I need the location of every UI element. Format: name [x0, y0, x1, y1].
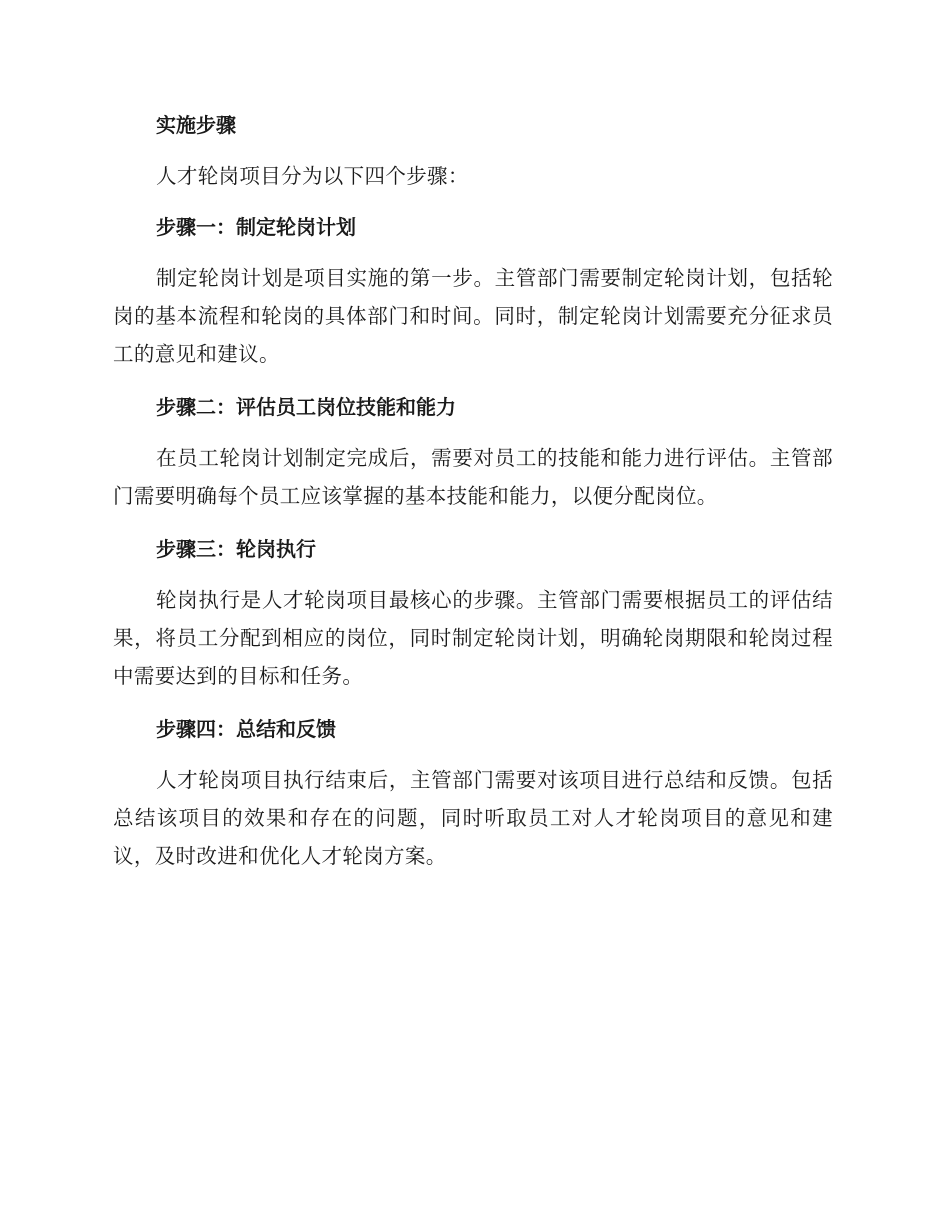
section-title: 实施步骤: [156, 113, 236, 137]
step-4-body: 人才轮岗项目执行结束后，主管部门需要对该项目进行总结和反馈。包括总结该项目的效果和存在的问题，同时听取员工对人才轮岗项目的意见和建议，及时改进和优化人才轮岗方案。: [113, 768, 833, 868]
step-1-title: 步骤一：制定轮岗计划: [156, 215, 356, 239]
step-1-body: 制定轮岗计划是项目实施的第一步。主管部门需要制定轮岗计划，包括轮岗的基本流程和轮岗的具体部门和时间。同时，制定轮岗计划需要充分征求员工的意见和建议。: [113, 266, 833, 366]
document-content: [113, 106, 833, 875]
step-2-title: 步骤二：评估员工岗位技能和能力: [156, 395, 456, 419]
step-3-title: 步骤三：轮岗执行: [156, 537, 316, 561]
step-4-title: 步骤四：总结和反馈: [156, 717, 336, 741]
step-2-body: 在员工轮岗计划制定完成后，需要对员工的技能和能力进行评估。主管部门需要明确每个员工应该掌握的基本技能和能力，以便分配岗位。: [113, 446, 833, 508]
step-3-body: 轮岗执行是人才轮岗项目最核心的步骤。主管部门需要根据员工的评估结果，将员工分配到相应的岗位，同时制定轮岗计划，明确轮岗期限和轮岗过程中需要达到的目标和任务。: [113, 588, 833, 688]
intro-paragraph: 人才轮岗项目分为以下四个步骤：: [156, 164, 469, 188]
